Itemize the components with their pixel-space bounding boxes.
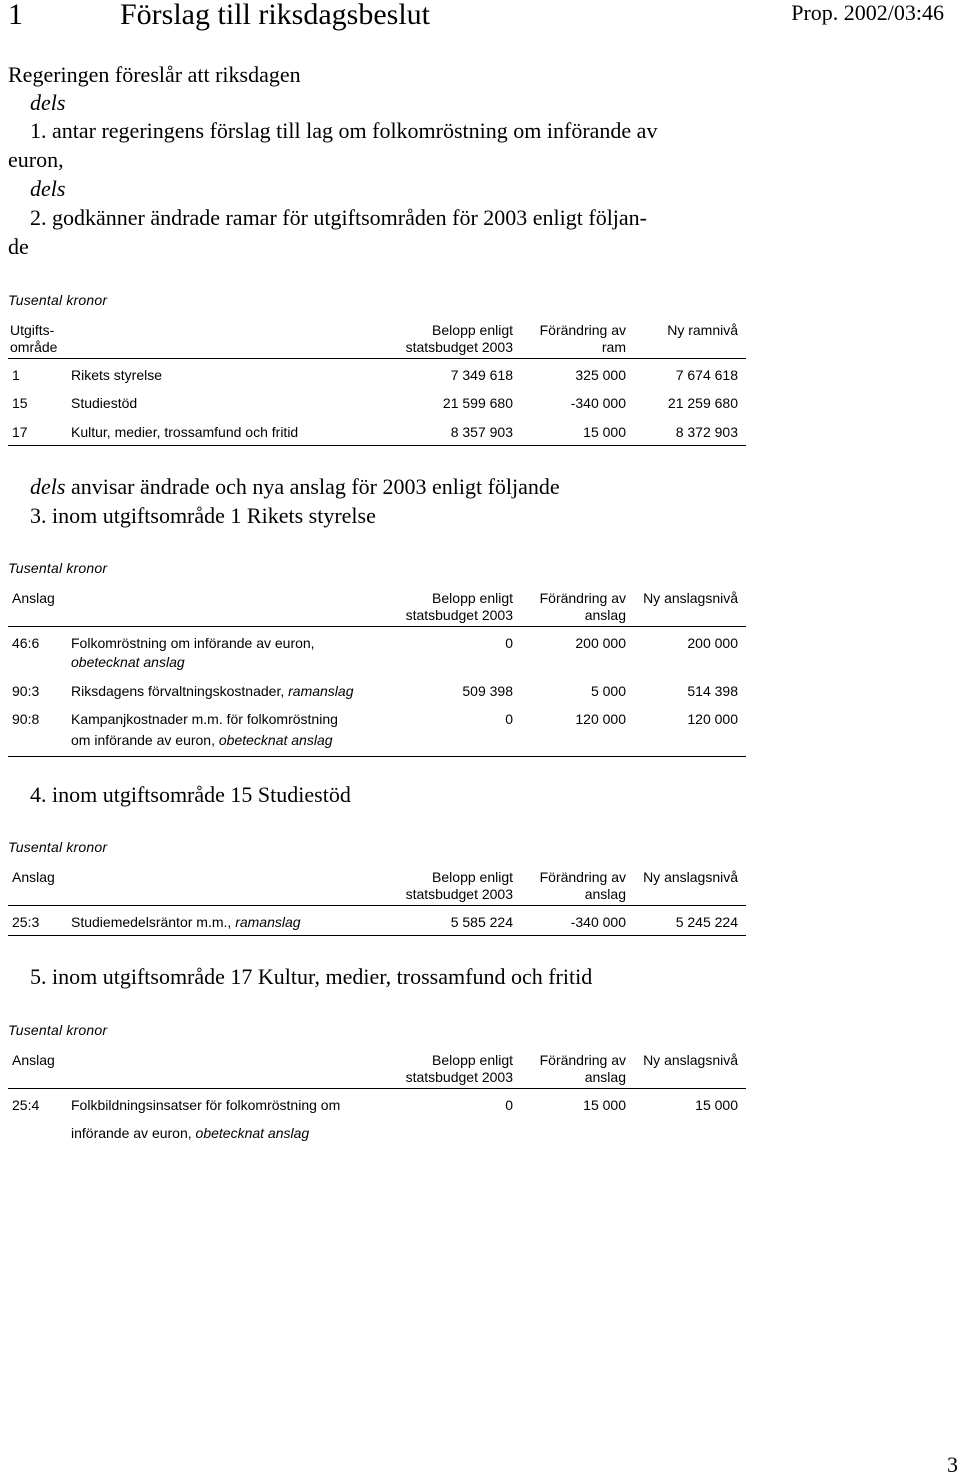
page-number: 3 <box>947 1452 958 1477</box>
row-new: 21 259 680 <box>667 395 738 411</box>
table1-head-change-2: ram <box>601 339 626 355</box>
section3-anvisar: anvisar ändrade och nya anslag för 2003 enligt följande <box>70 474 560 499</box>
row-name-italic: ramanslag <box>235 914 301 930</box>
row-code: 15 <box>12 395 28 411</box>
row-code: 17 <box>12 424 28 440</box>
row-name: Studiestöd <box>71 395 138 411</box>
row-name-line2: om införande av euron, <box>71 732 215 748</box>
table1-header <box>8 322 746 362</box>
table1-bottom-rule <box>8 445 746 446</box>
row-code: 1 <box>12 367 20 383</box>
section3-heading: 3. inom utgiftsområde 1 Rikets styrelse <box>30 503 376 528</box>
table4-header <box>8 1052 746 1092</box>
row-name: Folkomröstning om införande av euron, <box>71 635 315 651</box>
row-budget: 509 398 <box>462 683 513 699</box>
table2-head-change-1: Förändring av <box>539 590 626 606</box>
proposal-item-1-cont: euron, <box>8 147 64 172</box>
prop-reference: Prop. 2002/03:46 <box>791 0 944 25</box>
row-change: -340 000 <box>570 395 626 411</box>
row-budget: 8 357 903 <box>450 424 513 440</box>
row-name: Riksdagens förvaltningskostnader, <box>71 683 285 699</box>
table-row <box>8 395 746 415</box>
table1-head-area-1: Utgifts- <box>10 322 55 338</box>
table4-head-new: Ny anslagsnivå <box>643 1052 738 1068</box>
table4-divider <box>8 1088 746 1089</box>
table1-head-new: Ny ramnivå <box>667 322 738 338</box>
row-name-group <box>71 914 301 930</box>
section3-text <box>30 473 560 501</box>
table-row <box>8 367 746 387</box>
row-new: 5 245 224 <box>675 914 738 930</box>
row-code: 46:6 <box>12 635 40 651</box>
table1-unit: Tusental kronor <box>8 292 108 308</box>
table-row <box>8 914 746 934</box>
section5-heading: 5. inom utgiftsområde 17 Kultur, medier, trossamfund och fritid <box>30 964 593 989</box>
table3-head-change-1: Förändring av <box>539 869 626 885</box>
row-name-italic: ramanslag <box>288 683 354 699</box>
table4-head-change-1: Förändring av <box>539 1052 626 1068</box>
row-name: Folkbildningsinsatser för folkomröstning om <box>71 1097 341 1113</box>
table4-head-budget-1: Belopp enligt <box>432 1052 513 1068</box>
row-new: 7 674 618 <box>675 367 738 383</box>
table2-unit: Tusental kronor <box>8 560 108 576</box>
row-code: 25:3 <box>12 914 40 930</box>
row-name-italic: obetecknat anslag <box>71 654 185 670</box>
table2-head-change-2: anslag <box>584 607 626 623</box>
row-budget: 0 <box>505 711 513 727</box>
row-name-cont <box>71 732 333 748</box>
row-new: 8 372 903 <box>675 424 738 440</box>
table3-head-budget-2: statsbudget 2003 <box>405 886 513 902</box>
proposal-item-1: 1. antar regeringens förslag till lag om folkomröstning om införande av <box>30 118 658 143</box>
table-row <box>8 711 746 751</box>
chapter-number: 1 <box>8 0 23 31</box>
table-row <box>8 424 746 444</box>
row-name: Rikets styrelse <box>71 367 163 383</box>
row-change: 325 000 <box>575 367 626 383</box>
row-change: 5 000 <box>590 683 626 699</box>
dels-label-1: dels <box>30 90 66 115</box>
row-change: 200 000 <box>575 635 626 651</box>
table4-head-anslag: Anslag <box>12 1052 55 1068</box>
table-row <box>8 635 746 675</box>
row-code: 90:8 <box>12 711 40 727</box>
table4-unit: Tusental kronor <box>8 1022 108 1038</box>
table2-head-anslag: Anslag <box>12 590 55 606</box>
dels-label-2: dels <box>30 176 66 201</box>
row-name-line2: införande av euron, <box>71 1125 192 1141</box>
table-row <box>8 1097 746 1141</box>
row-code: 90:3 <box>12 683 40 699</box>
table2-head-budget-2: statsbudget 2003 <box>405 607 513 623</box>
row-new: 120 000 <box>687 711 738 727</box>
row-name: Studiemedelsräntor m.m., <box>71 914 232 930</box>
row-name-italic: obetecknat anslag <box>218 732 333 748</box>
table3-head-anslag: Anslag <box>12 869 55 885</box>
row-budget: 0 <box>505 1097 513 1113</box>
row-new: 15 000 <box>695 1097 738 1113</box>
table3-head-change-2: anslag <box>584 886 626 902</box>
row-name: Kampanjkostnader m.m. för folkomröstning <box>71 711 338 727</box>
row-new: 200 000 <box>687 635 738 651</box>
table3-divider <box>8 905 746 906</box>
row-change: -340 000 <box>570 914 626 930</box>
row-name-cont <box>71 1125 309 1141</box>
row-budget: 7 349 618 <box>450 367 513 383</box>
table3-head-budget-1: Belopp enligt <box>432 869 513 885</box>
table-row <box>8 683 746 703</box>
row-change: 15 000 <box>583 1097 626 1113</box>
dels-label-3: dels <box>30 474 66 499</box>
table2-head-budget-1: Belopp enligt <box>432 590 513 606</box>
table2-divider <box>8 626 746 627</box>
row-change: 120 000 <box>575 711 626 727</box>
table3-bottom-rule <box>8 935 746 936</box>
row-name: Kultur, medier, trossamfund och fritid <box>71 424 299 440</box>
table3-header <box>8 869 746 909</box>
table4-head-budget-2: statsbudget 2003 <box>405 1069 513 1085</box>
table1-head-budget-1: Belopp enligt <box>432 322 513 338</box>
table3-unit: Tusental kronor <box>8 839 108 855</box>
table1-head-budget-2: statsbudget 2003 <box>405 339 513 355</box>
intro-lead: Regeringen föreslår att riksdagen <box>8 62 301 87</box>
row-budget: 0 <box>505 635 513 651</box>
row-change: 15 000 <box>583 424 626 440</box>
row-name-italic: obetecknat anslag <box>195 1125 310 1141</box>
row-new: 514 398 <box>687 683 738 699</box>
proposal-item-2-cont: de <box>8 234 29 259</box>
table2-bottom-rule <box>8 756 746 757</box>
section4-heading: 4. inom utgiftsområde 15 Studiestöd <box>30 782 351 807</box>
table2-head-new: Ny anslagsnivå <box>643 590 738 606</box>
table3-head-new: Ny anslagsnivå <box>643 869 738 885</box>
row-budget: 5 585 224 <box>450 914 513 930</box>
table1-head-area-2: område <box>10 339 58 355</box>
table1-divider <box>8 358 746 359</box>
proposal-item-2: 2. godkänner ändrade ramar för utgiftsområden för 2003 enligt följan- <box>30 205 648 230</box>
table1-head-change-1: Förändring av <box>539 322 626 338</box>
row-code: 25:4 <box>12 1097 40 1113</box>
table2-header <box>8 590 746 630</box>
row-budget: 21 599 680 <box>442 395 513 411</box>
chapter-title: Förslag till riksdagsbeslut <box>120 0 430 31</box>
table4-head-change-2: anslag <box>584 1069 626 1085</box>
row-name-group <box>71 683 354 699</box>
